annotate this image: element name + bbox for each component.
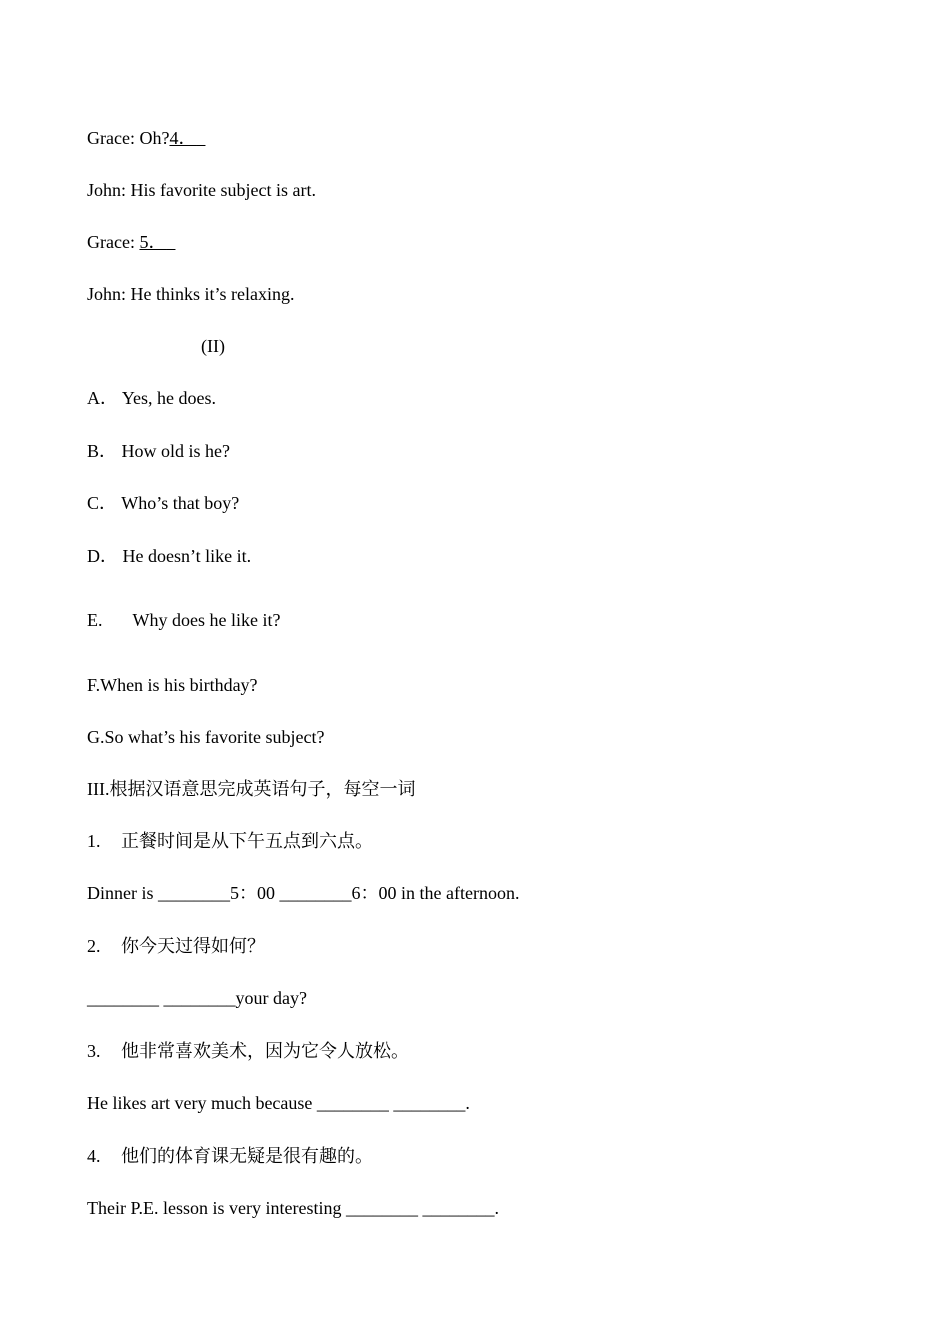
item-4-chinese — [87, 1144, 373, 1168]
option-letter: D． — [87, 546, 118, 566]
chinese-prompt: 他非常喜欢美术，因为它令人放松。 — [121, 1041, 409, 1061]
speaker: John: — [87, 284, 127, 304]
option-letter: C． — [87, 493, 118, 513]
item-number: 3. — [87, 1041, 101, 1061]
chinese-prompt: 他们的体育课无疑是很有趣的。 — [121, 1146, 373, 1166]
option-g — [87, 725, 324, 749]
item-number: 4. — [87, 1146, 101, 1166]
dialogue-line-john-1 — [87, 178, 316, 202]
option-text: So what’s his favorite subject? — [104, 727, 325, 747]
speaker: John: — [87, 180, 127, 200]
item-2-chinese — [87, 934, 265, 958]
dialogue-line-grace-5 — [87, 230, 175, 254]
option-letter: B． — [87, 441, 118, 461]
item-3-chinese — [87, 1039, 409, 1063]
item-2-english: ________ ________your day? — [87, 988, 307, 1008]
item-4-english: Their P.E. lesson is very interesting ________ ________. — [87, 1198, 499, 1218]
item-number: 1. — [87, 831, 101, 851]
item-1-english: Dinner is ________5：00 ________6：00 in the afternoon. — [87, 883, 520, 903]
section-ii-label: (II) — [201, 336, 225, 356]
option-b — [87, 439, 230, 463]
dialogue-text: He thinks it’s relaxing. — [130, 284, 295, 304]
answer-blank-5: 5． — [139, 232, 167, 252]
option-text: He doesn’t like it. — [122, 546, 252, 566]
option-a — [87, 386, 216, 410]
option-d — [87, 544, 251, 568]
speaker: Grace: — [87, 232, 135, 252]
item-number: 2. — [87, 936, 101, 956]
option-text: When is his birthday? — [100, 675, 258, 695]
option-text: How old is he? — [121, 441, 230, 461]
chinese-prompt: 正餐时间是从下午五点到六点。 — [121, 831, 373, 851]
item-3-english: He likes art very much because ________ ________. — [87, 1093, 470, 1113]
option-letter: A． — [87, 388, 118, 408]
option-text: Why does he like it? — [132, 610, 281, 630]
option-text: Yes, he does. — [121, 388, 217, 408]
dialogue-line-grace-4 — [87, 126, 205, 150]
dialogue-text: Oh? — [139, 128, 170, 148]
option-f — [87, 673, 258, 697]
section-iii-title: III.根据汉语意思完成英语句子，每空一词 — [87, 779, 416, 799]
option-letter: E. — [87, 610, 103, 630]
option-c — [87, 491, 239, 515]
option-letter: G. — [87, 727, 105, 747]
item-1-chinese — [87, 829, 373, 853]
answer-blank-4: 4． — [169, 128, 197, 148]
option-text: Who’s that boy? — [121, 493, 240, 513]
option-letter: F. — [87, 675, 101, 695]
dialogue-text: His favorite subject is art. — [130, 180, 316, 200]
option-e — [87, 608, 280, 632]
chinese-prompt: 你今天过得如何？ — [121, 936, 265, 956]
speaker: Grace: — [87, 128, 135, 148]
dialogue-line-john-2 — [87, 282, 295, 306]
